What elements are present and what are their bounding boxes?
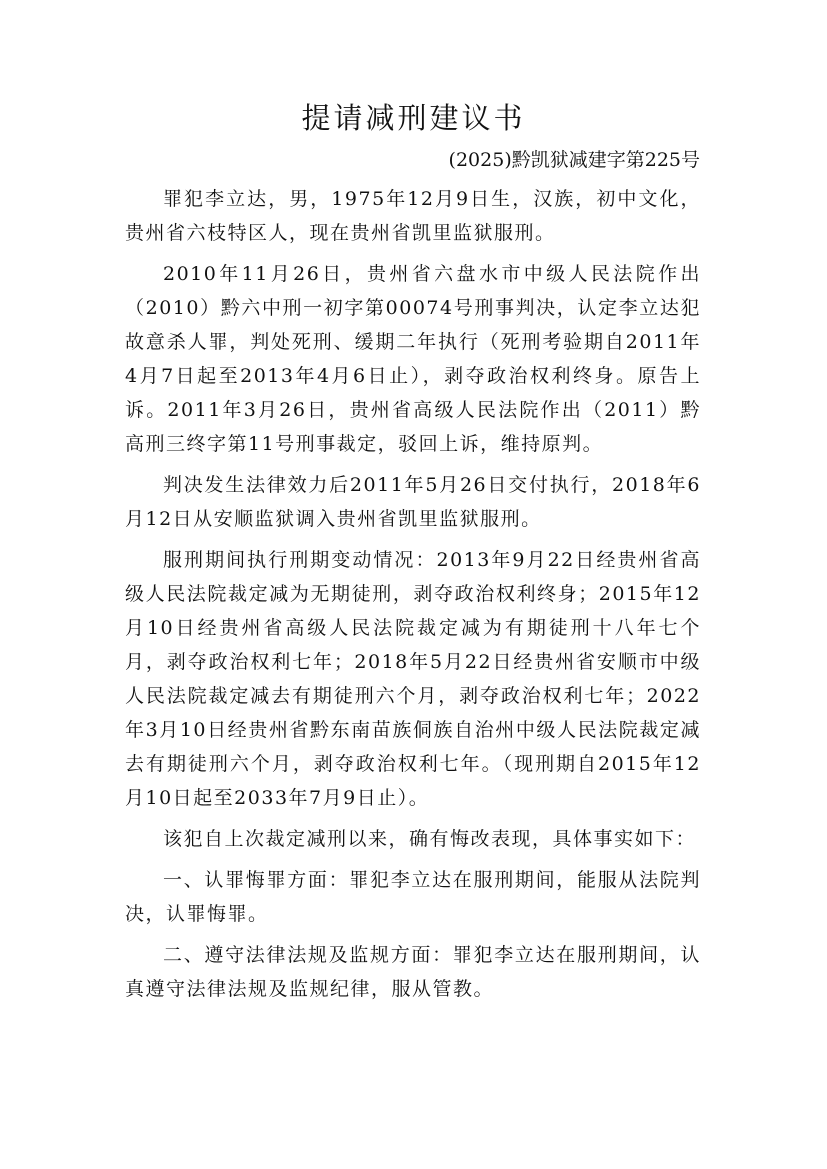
document-title: 提请减刑建议书 (301, 101, 526, 135)
paragraph-criminal-info: 罪犯李立达，男，1975年12月9日生，汉族，初中文化，贵州省六枝特区人，现在贵州省凯里监狱服刑。 (125, 188, 701, 244)
paragraph-sentence-changes: 服刑期间执行刑期变动情况：2013年9月22日经贵州省高级人民法院裁定减为无期徒刑，剥夺政治权利终身；2015年12月10日经贵州省高级人民法院裁定减为有期徒刑十八年七个月，剥夺政治权利七年；2018年5月22日经贵州省安顺市中级人民法院裁定减去有期徒刑六个月，剥夺政治权利七年；2022年3月10日经贵州省黔东南苗族侗族自治州中级人民法院裁定减去有期徒刑六个月，剥夺政治权利七年。（现刑期自2015年12月10日起至2033年7月9日止）。 (125, 549, 701, 809)
paragraph-original-judgment: 2010年11月26日，贵州省六盘水市中级人民法院作出（2010）黔六中刑一初字第00074号刑事判决，认定李立达犯故意杀人罪，判处死刑、缓期二年执行（死刑考验期自2011年4月7日起至2013年4月6日止），剥夺政治权利终身。原告上诉。2011年3月26日，贵州省高级人民法院作出（2011）黔高刑三终字第11号刑事裁定，驳回上诉，维持原判。 (125, 263, 701, 455)
document-number: (2025)黔凯狱减建字第225号 (448, 149, 700, 171)
paragraph-discipline: 二、遵守法律法规及监规方面：罪犯李立达在服刑期间，认真遵守法律法规及监规纪律，服从管教。 (125, 944, 701, 1000)
paragraph-execution: 判决发生法律效力后2011年5月26日交付执行，2018年6月12日从安顺监狱调入贵州省凯里监狱服刑。 (125, 474, 701, 530)
paragraph-repentance-intro: 该犯自上次裁定减刑以来，确有悔改表现，具体事实如下： (163, 828, 697, 850)
document-body (125, 182, 701, 1013)
paragraph-confession: 一、认罪悔罪方面：罪犯李立达在服刑期间，能服从法院判决，认罪悔罪。 (125, 869, 701, 925)
